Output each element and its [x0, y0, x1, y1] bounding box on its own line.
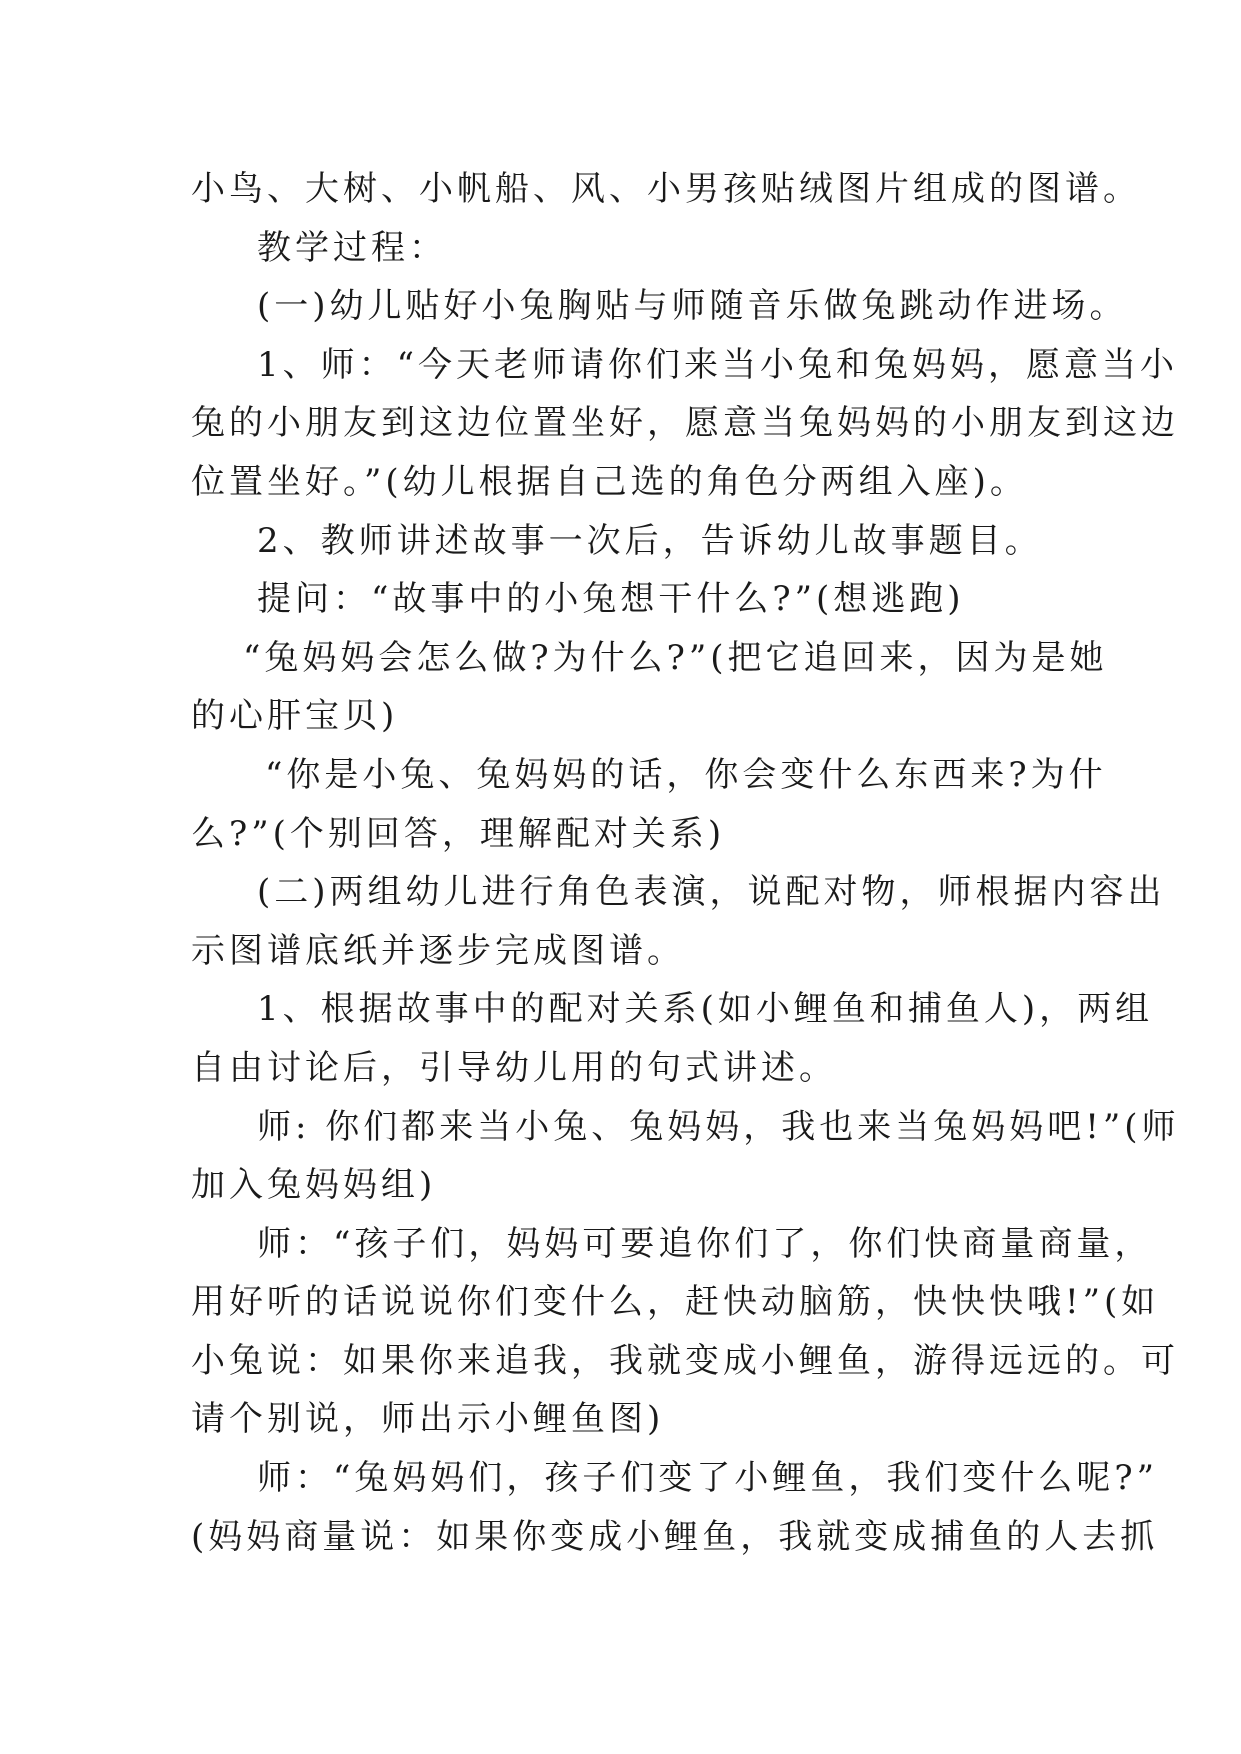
body-text: [191, 160, 1180, 1566]
text-line: 么?”(个别回答，理解配对关系): [191, 813, 726, 854]
text-line: 位置坐好。”(幼儿根据自己选的角色分两组入座)。: [191, 461, 1028, 502]
text-line: 2、教师讲述故事一次后，告诉幼儿故事题目。: [257, 520, 1043, 561]
text-line: 自由讨论后，引导幼儿用的句式讲述。: [191, 1047, 837, 1088]
text-line: 加入兔妈妈组): [191, 1165, 437, 1206]
text-line: 小兔说：如果你来追我，我就变成小鲤鱼，游得远远的。可: [191, 1340, 1179, 1381]
text-line: 用好听的话说说你们变什么，赶快动脑筋，快快快哦!”(如: [191, 1282, 1160, 1323]
text-line: (妈妈商量说：如果你变成小鲤鱼，我就变成捕鱼的人去抓: [191, 1516, 1159, 1557]
text-line: 的心肝宝贝): [191, 696, 399, 737]
text-line: 小鸟、大树、小帆船、风、小男孩贴绒图片组成的图谱。: [191, 169, 1141, 209]
text-line: 1、根据故事中的配对关系(如小鲤鱼和捕鱼人)，两组: [257, 989, 1154, 1030]
section-heading: 教学过程：: [257, 227, 447, 268]
text-line: 师：“兔妈妈们，孩子们变了小鲤鱼，我们变什么呢?”: [257, 1458, 1158, 1499]
text-line: 师: 你们都来当小兔、兔妈妈，我也来当兔妈妈吧!”(师: [257, 1106, 1180, 1147]
text-line: 兔的小朋友到这边位置坐好，愿意当兔妈妈的小朋友到这边: [191, 403, 1179, 444]
text-line: 师：“孩子们，妈妈可要追你们了，你们快商量商量，: [257, 1223, 1153, 1264]
text-line: (一)幼儿贴好小兔胸贴与师随音乐做兔跳动作进场。: [257, 286, 1128, 327]
text-line: 1、师：“今天老师请你们来当小兔和兔妈妈，愿意当小: [257, 344, 1179, 385]
text-line: 示图谱底纸并逐步完成图谱。: [191, 930, 685, 971]
text-line: 请个别说，师出示小鲤鱼图): [191, 1399, 665, 1440]
text-line: “兔妈妈会怎么做?为什么?”(把它追回来，因为是她: [243, 637, 1108, 678]
text-line: 提问：“故事中的小兔想干什么?”(想逃跑): [257, 579, 965, 620]
text-line: “你是小兔、兔妈妈的话，你会变什么东西来?为什: [265, 754, 1107, 795]
text-line: (二)两组幼儿进行角色表演，说配对物，师根据内容出: [257, 872, 1166, 913]
